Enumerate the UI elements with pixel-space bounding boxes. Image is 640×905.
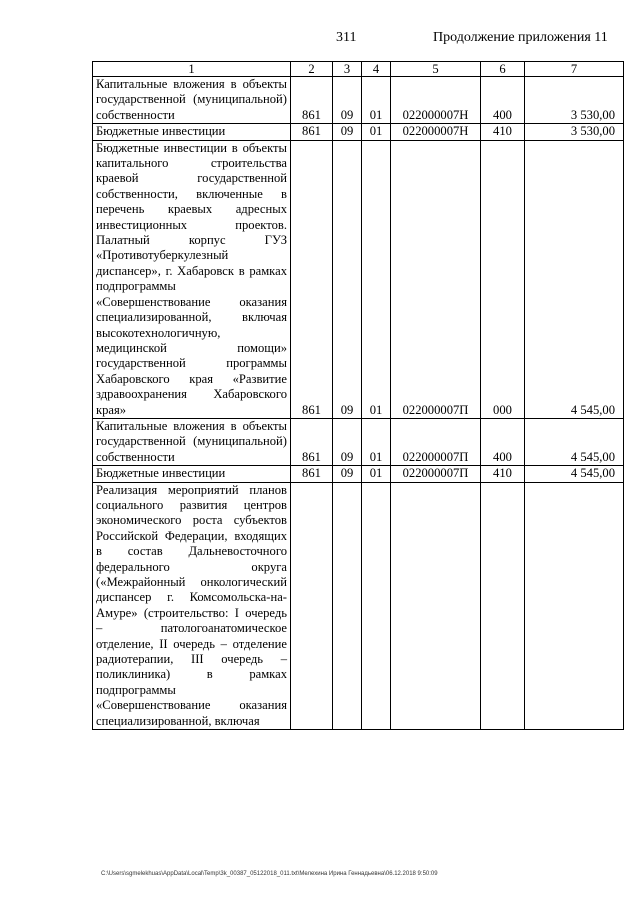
column-header: 5 <box>391 62 481 77</box>
row-target-article: 022000007П <box>391 466 481 482</box>
row-section: 09 <box>333 124 362 140</box>
row-name: Бюджетные инвестиции <box>93 466 291 482</box>
table-header-row <box>93 62 624 77</box>
row-subsection: 01 <box>362 77 391 124</box>
empty-cell <box>525 482 624 730</box>
row-code: 861 <box>291 466 333 482</box>
table-row-continued <box>93 482 624 730</box>
empty-cell <box>391 482 481 730</box>
row-subsection: 01 <box>362 418 391 465</box>
row-subsection: 01 <box>362 140 391 418</box>
row-target-article: 022000007П <box>391 140 481 418</box>
row-code: 861 <box>291 140 333 418</box>
row-code: 861 <box>291 124 333 140</box>
row-amount: 4 545,00 <box>525 418 624 465</box>
column-header: 3 <box>333 62 362 77</box>
empty-cell <box>333 482 362 730</box>
row-name: Бюджетные инвестиции <box>93 124 291 140</box>
document-path-footer: C:\Users\sgmelekhuas\AppData\Local\Temp\3k_00387_05122018_011.txt\Мелехина Ирина Геннадьевна\06.12.2018 9:50:09 <box>101 871 438 877</box>
row-expense-type: 400 <box>481 418 525 465</box>
column-header: 6 <box>481 62 525 77</box>
row-code: 861 <box>291 418 333 465</box>
row-name: Капитальные вложения в объекты государственной (муниципальной) собственности <box>93 77 291 124</box>
row-section: 09 <box>333 77 362 124</box>
page-number: 311 <box>336 30 357 45</box>
row-expense-type: 000 <box>481 140 525 418</box>
column-header: 7 <box>525 62 624 77</box>
row-name: Капитальные вложения в объекты государственной (муниципальной) собственности <box>93 418 291 465</box>
column-header: 4 <box>362 62 391 77</box>
row-expense-type: 400 <box>481 77 525 124</box>
column-header: 1 <box>93 62 291 77</box>
row-section: 09 <box>333 140 362 418</box>
row-section: 09 <box>333 418 362 465</box>
row-amount: 3 530,00 <box>525 77 624 124</box>
table-row <box>93 124 624 140</box>
row-subsection: 01 <box>362 466 391 482</box>
appendix-label: Продолжение приложения 11 <box>433 30 608 45</box>
row-subsection: 01 <box>362 124 391 140</box>
table-row <box>93 418 624 465</box>
row-target-article: 022000007П <box>391 418 481 465</box>
row-amount: 3 530,00 <box>525 124 624 140</box>
empty-cell <box>291 482 333 730</box>
row-expense-type: 410 <box>481 466 525 482</box>
row-name: Реализация мероприятий планов социального развития центров экономического роста субъектов Российской Федерации, входящих в состав Дальневосточного федерального округа («Межрайонный онкологический диспансер г. Комсомольска-на-Амуре» (строительство: I очередь – патологоанатомическое отделение, II очередь – отделение радиотерапии, III очередь – поликлиника) в рамках подпрограммы «Совершенствование оказания специализированной, включая <box>93 482 291 730</box>
row-target-article: 022000007Н <box>391 124 481 140</box>
row-code: 861 <box>291 77 333 124</box>
empty-cell <box>362 482 391 730</box>
row-expense-type: 410 <box>481 124 525 140</box>
table-row <box>93 140 624 418</box>
empty-cell <box>481 482 525 730</box>
budget-table <box>92 61 624 730</box>
row-section: 09 <box>333 466 362 482</box>
row-name: Бюджетные инвестиции в объекты капитального строительства краевой государственной собственности, включенные в перечень краевых адресных инвестиционных проектов. Палатный корпус ГУЗ «Противотуберкулезный диспансер», г. Хабаровск в рамках подпрограммы «Совершенствование оказания специализированной, включая высокотехнологичную, медицинской помощи» государственной программы Хабаровского края «Развитие здравоохранения Хабаровского края» <box>93 140 291 418</box>
column-header: 2 <box>291 62 333 77</box>
table-row <box>93 77 624 124</box>
table-row <box>93 466 624 482</box>
row-amount: 4 545,00 <box>525 466 624 482</box>
row-target-article: 022000007Н <box>391 77 481 124</box>
row-amount: 4 545,00 <box>525 140 624 418</box>
